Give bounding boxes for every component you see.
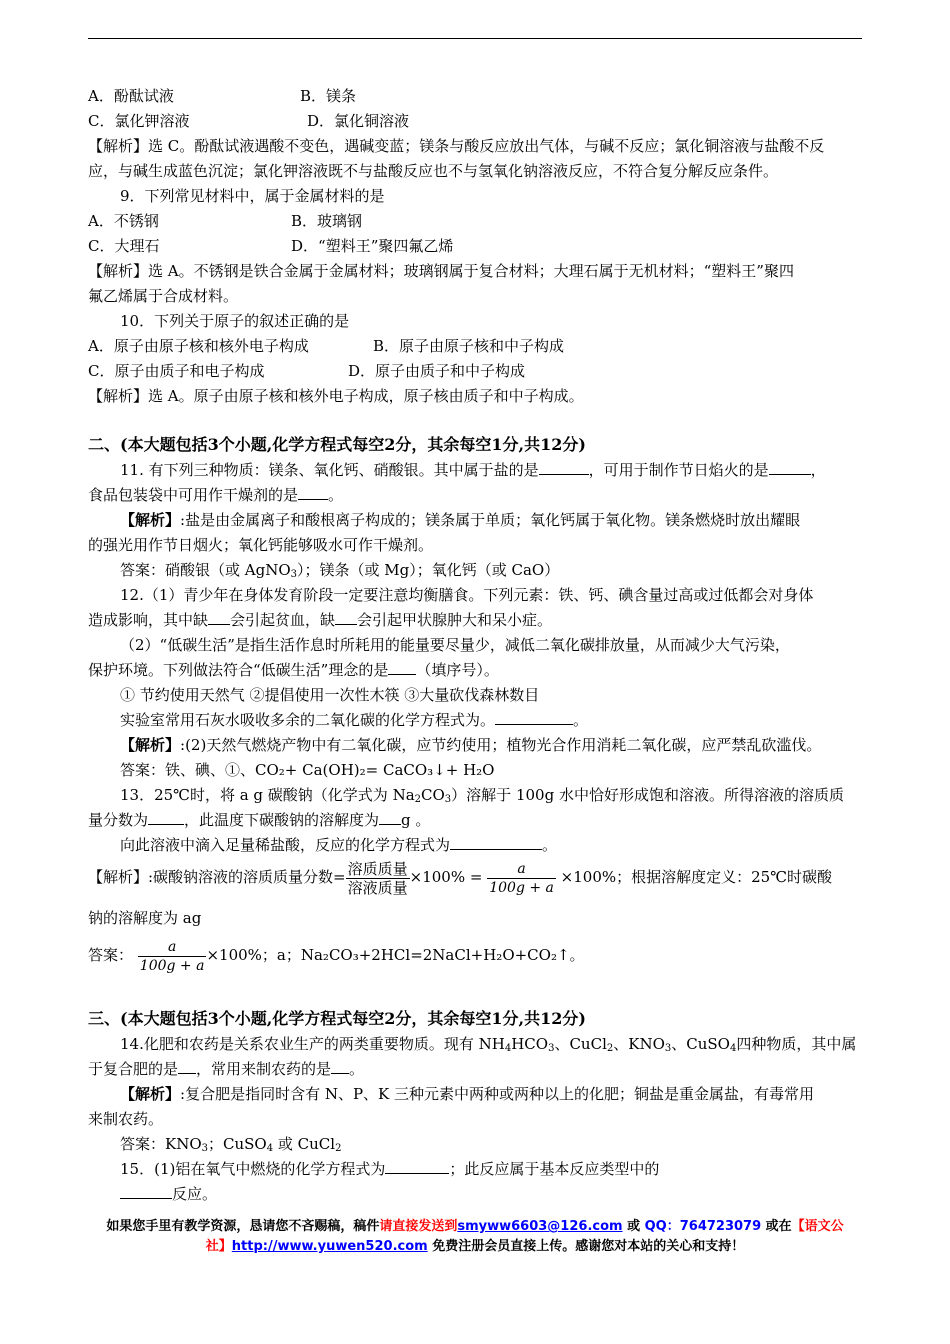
- answer-blank[interactable]: [769, 459, 811, 475]
- header-rule: [88, 38, 862, 39]
- q14-analysis-line1: 【解析】:复合肥是指同时含有 N、P、K 三种元素中两种或两种以上的化肥；铜盐是重金属盐，有毒常用: [120, 1085, 815, 1103]
- answer-blank[interactable]: [208, 609, 230, 625]
- answer-blank[interactable]: [450, 834, 542, 850]
- q10-analysis: 【解析】选 A。原子由原子核和核外电子构成，原子核由质子和中子构成。: [88, 387, 584, 405]
- answer-blank[interactable]: [495, 709, 573, 725]
- footer-line2: 社】http://www.yuwen520.com 免费注册会员直接上传。感谢您对本站的关心和支持！: [205, 1239, 745, 1254]
- q13-answer: 答案： $\frac{a}{100g + a}$ ×100%；a；Na₂CO₃+2HCl=2NaCl+H₂O+CO₂↑。: [88, 938, 585, 974]
- answer-blank[interactable]: [178, 1058, 196, 1074]
- q15-line2: 反应。: [88, 1183, 217, 1205]
- q12-line5: 实验室常用石灰水吸收多余的二氧化碳的化学方程式为。 。: [120, 711, 589, 729]
- answer-blank[interactable]: [335, 609, 357, 625]
- q13-line2: 量分数为 ，此温度下碳酸钠的溶解度为 g 。: [88, 811, 431, 829]
- answer-blank[interactable]: [331, 1058, 349, 1074]
- q9-stem: 9．下列常见材料中，属于金属材料的是: [120, 187, 385, 205]
- q13-analysis-line1: 【解析】:碳酸钠溶液的溶质质量分数= $\frac{\text{溶质质量}}{\text{溶液质量}}$ ×100% = $\frac{a}{100g + a}$ ×100%；根据溶解度定义：25℃时碳酸: [88, 859, 832, 897]
- footer-notice: [88, 1217, 862, 1257]
- q12-answer: 答案：铁、碘、①、CO₂+ Ca(OH)₂= CaCO₃↓+ H₂O: [120, 761, 495, 779]
- q13-line1: 13．25℃时，将 a g 碳酸钠（化学式为 $Na_2CO_3$）溶解于 100g 水中恰好形成饱和溶液。所得溶液的溶质质: [120, 786, 844, 805]
- q14-line1: 14.化肥和农药是关系农业生产的两类重要物质。现有 $NH_4HCO_3$、CuCl$_2$、$KNO_3$、CuSO$_4$四种物质，其中属: [120, 1035, 857, 1054]
- q11-line2: 食品包装袋中可用作干燥剂的是 。: [88, 486, 344, 504]
- fraction-a-over-100g-plus-a: $\frac{a}{100g + a}$: [489, 860, 554, 896]
- answer-blank[interactable]: [120, 1183, 172, 1199]
- q12-line4: 保护环境。下列做法符合“低碳生活”理念的是 （填序号）。: [88, 661, 499, 679]
- q12-line2: 造成影响，其中缺 会引起贫血，缺 会引起甲状腺肿大和呆小症。: [88, 611, 553, 629]
- q14-analysis-line2: 来制农药。: [88, 1110, 164, 1128]
- q14-answer: 答案：$KNO_3$；CuSO$_4$ 或 CuCl$_2$: [120, 1135, 342, 1154]
- q12-line3: （2）“低碳生活”是指生活作息时所耗用的能量要尽量少，减低二氧化碳排放量，从而减少大气污染，: [120, 636, 790, 654]
- q14-line2: 于复合肥的是 ，常用来制农药的是 。: [88, 1060, 365, 1078]
- q9-analysis-line2: 氟乙烯属于合成材料。: [88, 287, 239, 305]
- q10-stem: 10．下列关于原子的叙述正确的是: [120, 312, 350, 330]
- q13-analysis-line2: 钠的溶解度为 ag: [88, 909, 202, 927]
- footer-website-link[interactable]: http://www.yuwen520.com: [231, 1239, 428, 1254]
- q11-analysis-line2: 的强光用作节日烟火；氧化钙能够吸水可作干燥剂。: [88, 536, 434, 554]
- q9-option-c: C．大理石: [88, 237, 160, 255]
- answer-blank[interactable]: [385, 1158, 449, 1174]
- section-3-title: 三、(本大题包括3个小题,化学方程式每空2分，其余每空1分,共12分): [88, 1009, 586, 1028]
- q9-analysis-line1: 【解析】选 A。不锈钢是铁合金属于金属材料；玻璃钢属于复合材料；大理石属于无机材料；“塑料王”聚四: [88, 262, 794, 280]
- q11-answer: 答案：硝酸银（或 AgNO$_3$）；镁条（或 Mg）；氧化钙（或 CaO）: [120, 561, 560, 580]
- q8-analysis-line1: 【解析】选 C。酚酞试液遇酸不变色，遇碱变蓝；镁条与酸反应放出气体，与碱不反应；氯化铜溶液与盐酸不反: [88, 137, 825, 155]
- answer-blank[interactable]: [379, 809, 401, 825]
- q9-option-a: A．不锈钢: [88, 212, 159, 230]
- footer-line1: 如果您手里有教学资源，恳请您不吝赐稿，稿件请直接发送到smyww6603@126.com 或 QQ：764723079 或在【语文公: [106, 1219, 844, 1234]
- answer-blank[interactable]: [539, 459, 589, 475]
- answer-blank[interactable]: [298, 484, 328, 500]
- q12-analysis: 【解析】:(2)天然气燃烧产物中有二氧化碳，应节约使用；植物光合作用消耗二氧化碳，应严禁乱砍滥伐。: [120, 736, 822, 754]
- answer-blank[interactable]: [148, 809, 184, 825]
- q8-option-c: C．氯化钾溶液: [88, 112, 190, 130]
- mass-fraction-formula: $\frac{\text{溶质质量}}{\text{溶液质量}}$: [347, 859, 408, 897]
- q11-line1: 11. 有下列三种物质：镁条、氧化钙、硝酸银。其中属于盐的是 ，可用于制作节日焰火的是 ，: [120, 461, 826, 479]
- q8-option-b: B．镁条: [300, 87, 357, 105]
- section-2-title: 二、(本大题包括3个小题,化学方程式每空2分，其余每空1分,共12分): [88, 435, 586, 454]
- q10-option-a: A．原子由原子核和核外电子构成: [88, 337, 309, 355]
- q15-line1: 15．(1)铝在氧气中燃烧的化学方程式为 ；此反应属于基本反应类型中的: [120, 1160, 660, 1178]
- q12-options: ① 节约使用天然气 ②提倡使用一次性木筷 ③大量砍伐森林数目: [120, 686, 540, 704]
- q9-option-b: B．玻璃钢: [291, 212, 363, 230]
- q13-line3: 向此溶液中滴入足量稀盐酸，反应的化学方程式为 。: [120, 836, 558, 854]
- q8-analysis-line2: 应，与碱生成蓝色沉淀；氯化钾溶液既不与盐酸反应也不与氢氧化钠溶液反应，不符合复分解反应条件。: [88, 162, 779, 180]
- q9-option-d: D．“塑料王”聚四氟乙烯: [291, 237, 454, 255]
- footer-qq: QQ：764723079: [644, 1219, 762, 1234]
- q10-option-b: B．原子由原子核和中子构成: [373, 337, 565, 355]
- q12-line1: 12.（1）青少年在身体发育阶段一定要注意均衡膳食。下列元素：铁、钙、碘含量过高或过低都会对身体: [120, 586, 814, 604]
- q8-option-a: A．酚酞试液: [88, 87, 174, 105]
- q10-option-c: C．原子由质子和电子构成: [88, 362, 265, 380]
- answer-fraction: $\frac{a}{100g + a}$: [139, 938, 205, 974]
- q10-option-d: D．原子由质子和中子构成: [348, 362, 526, 380]
- footer-email-link[interactable]: smyww6603@126.com: [457, 1219, 623, 1234]
- answer-blank[interactable]: [388, 659, 416, 675]
- q8-option-d: D．氯化铜溶液: [307, 112, 410, 130]
- q11-analysis-line1: 【解析】:盐是由金属离子和酸根离子构成的；镁条属于单质；氧化钙属于氧化物。镁条燃烧时放出耀眼: [120, 511, 801, 529]
